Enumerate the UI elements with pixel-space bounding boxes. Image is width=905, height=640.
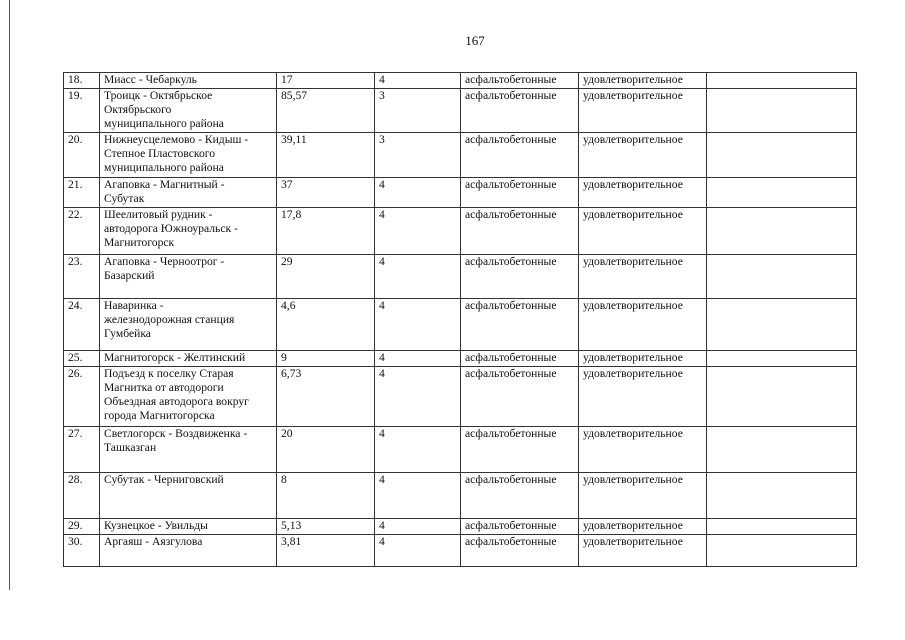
road-length-cell: 3,81 — [277, 535, 375, 567]
road-name-cell: Наваринка - железнодорожная станция Гумбейка — [100, 299, 277, 351]
roads-table-body — [64, 73, 857, 567]
row-number-cell: 19. — [64, 89, 100, 133]
row-number-cell: 22. — [64, 208, 100, 255]
page-number: 167 — [465, 33, 485, 48]
road-note-cell — [707, 427, 857, 473]
road-category-cell: 4 — [375, 519, 461, 535]
table-row — [64, 208, 857, 255]
left-margin-line — [9, 0, 10, 590]
table-row — [64, 535, 857, 567]
row-number-cell: 20. — [64, 133, 100, 178]
row-number-cell: 21. — [64, 178, 100, 208]
road-condition-cell: удовлетворительное — [579, 89, 707, 133]
table-row — [64, 89, 857, 133]
table-row — [64, 367, 857, 427]
road-name-cell: Субутак - Черниговский — [100, 473, 277, 519]
road-name-cell: Агаповка - Магнитный - Субутак — [100, 178, 277, 208]
row-number-cell: 29. — [64, 519, 100, 535]
road-note-cell — [707, 255, 857, 299]
road-note-cell — [707, 367, 857, 427]
road-length-cell: 29 — [277, 255, 375, 299]
road-length-cell: 37 — [277, 178, 375, 208]
road-note-cell — [707, 473, 857, 519]
road-length-cell: 85,57 — [277, 89, 375, 133]
roads-table — [63, 72, 857, 567]
road-surface-cell: асфальтобетонные — [461, 351, 579, 367]
road-name-cell: Миасс - Чебаркуль — [100, 73, 277, 89]
table-row — [64, 255, 857, 299]
road-note-cell — [707, 73, 857, 89]
road-surface-cell: асфальтобетонные — [461, 89, 579, 133]
road-length-cell: 20 — [277, 427, 375, 473]
road-note-cell — [707, 133, 857, 178]
road-surface-cell: асфальтобетонные — [461, 535, 579, 567]
road-length-cell: 39,11 — [277, 133, 375, 178]
table-row — [64, 178, 857, 208]
road-condition-cell: удовлетворительное — [579, 255, 707, 299]
road-surface-cell: асфальтобетонные — [461, 255, 579, 299]
road-name-cell: Агаповка - Черноотрог - Базарский — [100, 255, 277, 299]
road-condition-cell: удовлетворительное — [579, 473, 707, 519]
road-note-cell — [707, 351, 857, 367]
road-note-cell — [707, 178, 857, 208]
road-note-cell — [707, 89, 857, 133]
road-name-cell: Троицк - Октябрьское Октябрьского муниципального района — [100, 89, 277, 133]
road-surface-cell: асфальтобетонные — [461, 427, 579, 473]
road-category-cell: 3 — [375, 133, 461, 178]
table-row — [64, 299, 857, 351]
road-length-cell: 8 — [277, 473, 375, 519]
road-category-cell: 4 — [375, 535, 461, 567]
road-length-cell: 17 — [277, 73, 375, 89]
row-number-cell: 18. — [64, 73, 100, 89]
road-condition-cell: удовлетворительное — [579, 535, 707, 567]
road-condition-cell: удовлетворительное — [579, 351, 707, 367]
road-category-cell: 4 — [375, 255, 461, 299]
road-condition-cell: удовлетворительное — [579, 178, 707, 208]
road-condition-cell: удовлетворительное — [579, 427, 707, 473]
road-surface-cell: асфальтобетонные — [461, 367, 579, 427]
road-length-cell: 17,8 — [277, 208, 375, 255]
road-length-cell: 5,13 — [277, 519, 375, 535]
table-row — [64, 73, 857, 89]
road-surface-cell: асфальтобетонные — [461, 178, 579, 208]
row-number-cell: 25. — [64, 351, 100, 367]
road-category-cell: 3 — [375, 89, 461, 133]
road-name-cell: Светлогорск - Воздвиженка - Ташказган — [100, 427, 277, 473]
road-name-cell: Нижнеусцелемово - Кидыш - Степное Пластовского муниципального района — [100, 133, 277, 178]
road-category-cell: 4 — [375, 73, 461, 89]
road-category-cell: 4 — [375, 351, 461, 367]
road-surface-cell: асфальтобетонные — [461, 133, 579, 178]
road-name-cell: Шеелитовый рудник - автодорога Южноуральск - Магнитогорск — [100, 208, 277, 255]
table-row — [64, 427, 857, 473]
table-row — [64, 473, 857, 519]
table-row — [64, 519, 857, 535]
road-condition-cell: удовлетворительное — [579, 367, 707, 427]
road-category-cell: 4 — [375, 427, 461, 473]
road-condition-cell: удовлетворительное — [579, 208, 707, 255]
road-condition-cell: удовлетворительное — [579, 519, 707, 535]
road-length-cell: 4,6 — [277, 299, 375, 351]
road-category-cell: 4 — [375, 208, 461, 255]
road-name-cell: Магнитогорск - Желтинский — [100, 351, 277, 367]
road-condition-cell: удовлетворительное — [579, 73, 707, 89]
road-name-cell: Аргаяш - Аязгулова — [100, 535, 277, 567]
road-category-cell: 4 — [375, 473, 461, 519]
road-surface-cell: асфальтобетонные — [461, 208, 579, 255]
row-number-cell: 24. — [64, 299, 100, 351]
road-category-cell: 4 — [375, 178, 461, 208]
road-length-cell: 6,73 — [277, 367, 375, 427]
road-condition-cell: удовлетворительное — [579, 299, 707, 351]
road-surface-cell: асфальтобетонные — [461, 519, 579, 535]
road-note-cell — [707, 535, 857, 567]
road-note-cell — [707, 519, 857, 535]
row-number-cell: 23. — [64, 255, 100, 299]
table-row — [64, 133, 857, 178]
row-number-cell: 30. — [64, 535, 100, 567]
row-number-cell: 28. — [64, 473, 100, 519]
road-surface-cell: асфальтобетонные — [461, 299, 579, 351]
road-name-cell: Подъезд к поселку Старая Магнитка от автодороги Объездная автодорога вокруг города Магнитогорска — [100, 367, 277, 427]
road-condition-cell: удовлетворительное — [579, 133, 707, 178]
road-category-cell: 4 — [375, 299, 461, 351]
table-row — [64, 351, 857, 367]
road-note-cell — [707, 299, 857, 351]
road-length-cell: 9 — [277, 351, 375, 367]
road-name-cell: Кузнецкое - Увильды — [100, 519, 277, 535]
row-number-cell: 26. — [64, 367, 100, 427]
road-surface-cell: асфальтобетонные — [461, 73, 579, 89]
road-note-cell — [707, 208, 857, 255]
road-surface-cell: асфальтобетонные — [461, 473, 579, 519]
row-number-cell: 27. — [64, 427, 100, 473]
road-category-cell: 4 — [375, 367, 461, 427]
